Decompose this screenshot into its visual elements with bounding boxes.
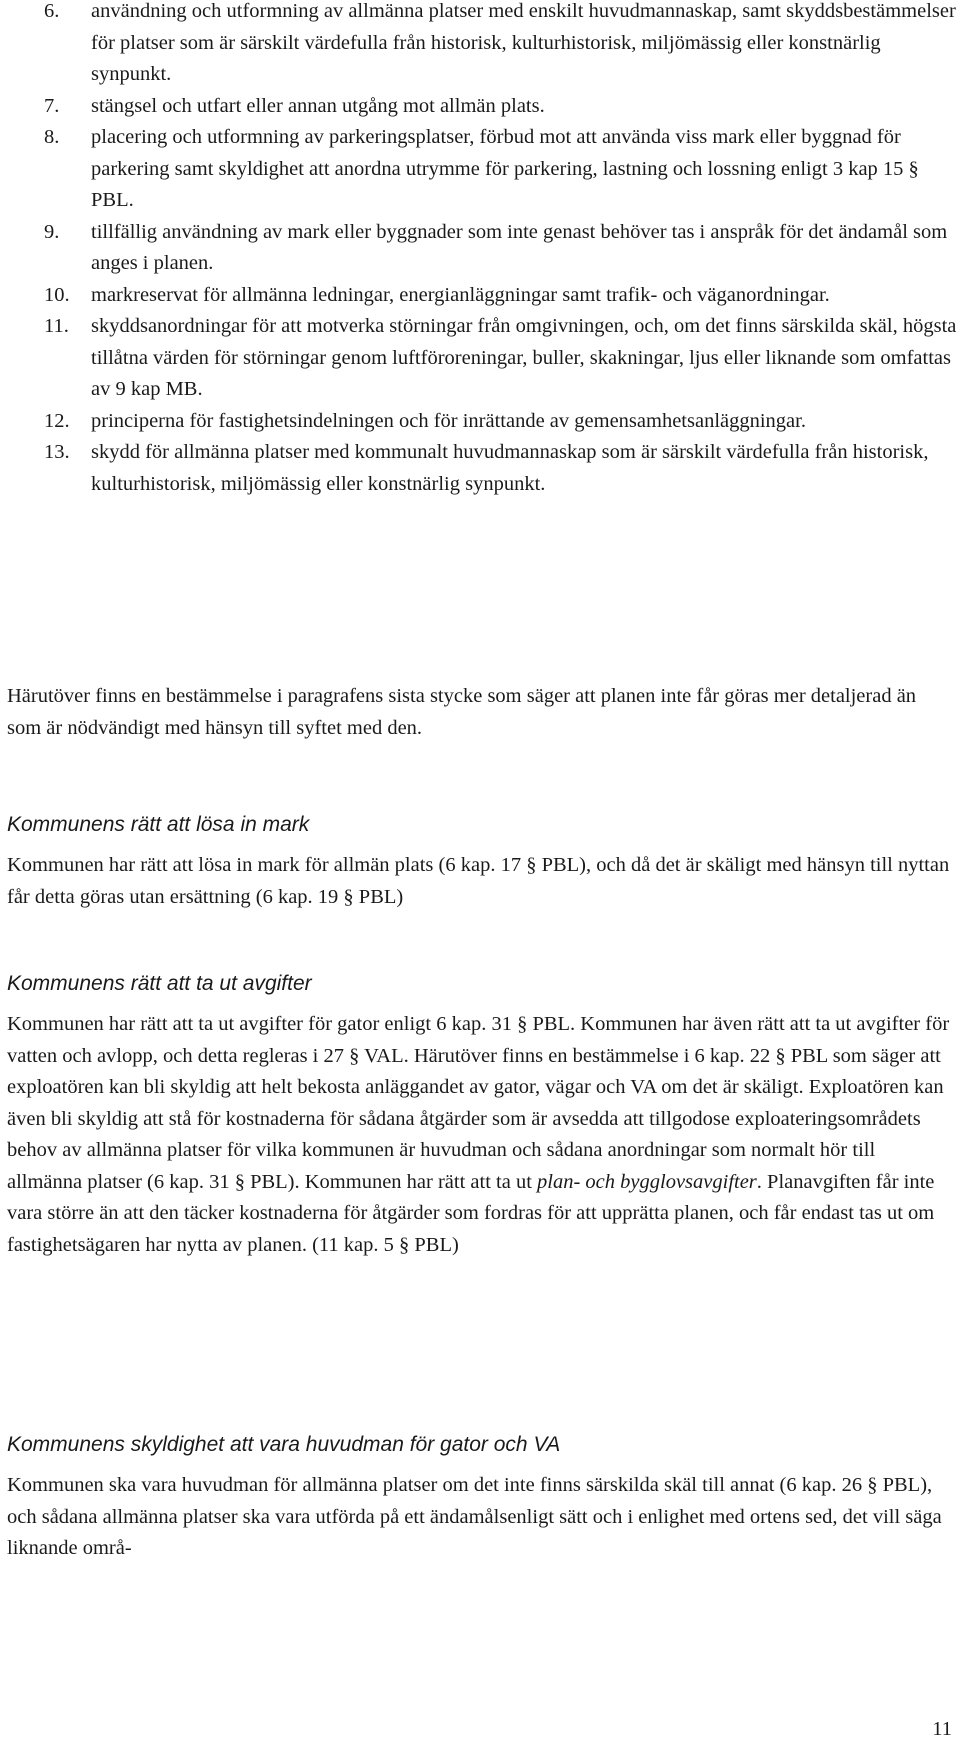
list-item-text: principerna för fastighetsindelningen och för inrättande av gemensamhetsanläggningar. [91, 409, 806, 432]
list-item-number: 11. [44, 315, 69, 337]
list-item [7, 311, 957, 406]
list-item [7, 437, 957, 500]
list-item-text: skydd för allmänna platser med kommunalt huvudmannaskap som är särskilt värdefulla från historisk, kulturhistorisk, miljömässig eller konstnärlig synpunkt. [91, 441, 929, 495]
section-heading-avgifter: Kommunens rätt att ta ut avgifter [7, 972, 312, 995]
list-item-text: användning och utformning av allmänna platser med enskilt huvudmannaskap, samt skyddsbestämmelser för platser som är särskilt värdefulla från historisk, kulturhistorisk, miljömässig eller konstnärlig synpunkt. [91, 0, 956, 85]
list-item-number: 12. [44, 409, 70, 432]
list-item-number: 6. [44, 0, 60, 22]
paragraph-avgifter-part1: Kommunen har rätt att ta ut avgifter för gator enligt 6 kap. 31 § PBL. Kommunen har även rätt att ta ut avgifter för vatten och avlopp, och detta regleras i 27 § VAL. Härutöver finns en bestämmelse i 6 kap. 22 § PBL som säger att exploatören kan bli skyldig att helt bekosta anläggandet av gator, vägar och VA om det är skäligt. Exploatören kan även bli skyldig att stå för kostnaderna för sådana åtgärder som är avsedda att tillgodose exploateringsområdets behov av allmänna platser för vilka kommunen är huvudman och sådana anordningar som normalt hör till allmänna platser (6 kap. 31 § PBL). Kommunen har rätt att ta ut [7, 1013, 950, 1193]
section-heading-huvudman: Kommunens skyldighet att vara huvudman för gator och VA [7, 1433, 561, 1456]
paragraph-avgifter-part2: . Planavgiften får inte vara större än att den täcker kostnaderna för åtgärder som fordras för att upprätta planen, och får endast tas ut om fastighetsägaren har nytta av planen. (11 kap. 5 § PBL) [7, 1170, 935, 1256]
list-item-number: 7. [44, 94, 60, 117]
list-item [7, 122, 957, 217]
list-item-number: 13. [44, 441, 70, 463]
list-item-number: 8. [44, 126, 60, 148]
list-item-text: markreservat för allmänna ledningar, energianläggningar samt trafik- och väganordningar. [91, 283, 830, 306]
list-item-text: placering och utformning av parkeringsplatser, förbud mot att använda viss mark eller byggnad för parkering samt skyldighet att anordna utrymme för parkering, lastning och lossning enligt 3 kap 15 § PBL. [91, 126, 919, 211]
list-item [7, 217, 957, 280]
paragraph-intro: Härutöver finns en bestämmelse i paragrafens sista stycke som säger att planen inte får göras mer detaljerad än som är nödvändigt med hänsyn till syftet med den. [7, 685, 917, 739]
list-item [7, 0, 957, 91]
page-number: 11 [932, 1718, 952, 1740]
list-item-number: 10. [44, 283, 70, 306]
list-item-text: tillfällig användning av mark eller byggnader som inte genast behöver tas i anspråk för det ändamål som anges i planen. [91, 220, 948, 274]
list-item-text: skyddsanordningar för att motverka störningar från omgivningen, och, om det finns särskilda skäl, högsta tillåtna värden för störningar genom luftföroreningar, buller, skakningar, ljus eller liknande som omfattas av 9 kap MB. [91, 315, 957, 400]
paragraph-avgifter [7, 1009, 952, 1261]
list-item [7, 91, 957, 123]
section-heading-inlosen: Kommunens rätt att lösa in mark [7, 813, 310, 836]
list-item [7, 406, 957, 438]
paragraph-inlosen: Kommunen har rätt att lösa in mark för allmän plats (6 kap. 17 § PBL), och då det är skäligt med hänsyn till nyttan får detta göras utan ersättning (6 kap. 19 § PBL) [7, 854, 950, 908]
list-item-number: 9. [44, 220, 60, 243]
paragraph-avgifter-italic: plan- och bygglovsavgifter [537, 1170, 757, 1193]
numbered-list [7, 0, 957, 500]
list-item-text: stängsel och utfart eller annan utgång mot allmän plats. [91, 94, 545, 117]
list-item [7, 280, 957, 312]
paragraph-huvudman: Kommunen ska vara huvudman för allmänna platser om det inte finns särskilda skäl till annat (6 kap. 26 § PBL), och sådana allmänna platser ska vara utförda på ett ändamålsenligt sätt och i enlighet med ortens sed, det vill säga liknande områ- [7, 1474, 942, 1559]
